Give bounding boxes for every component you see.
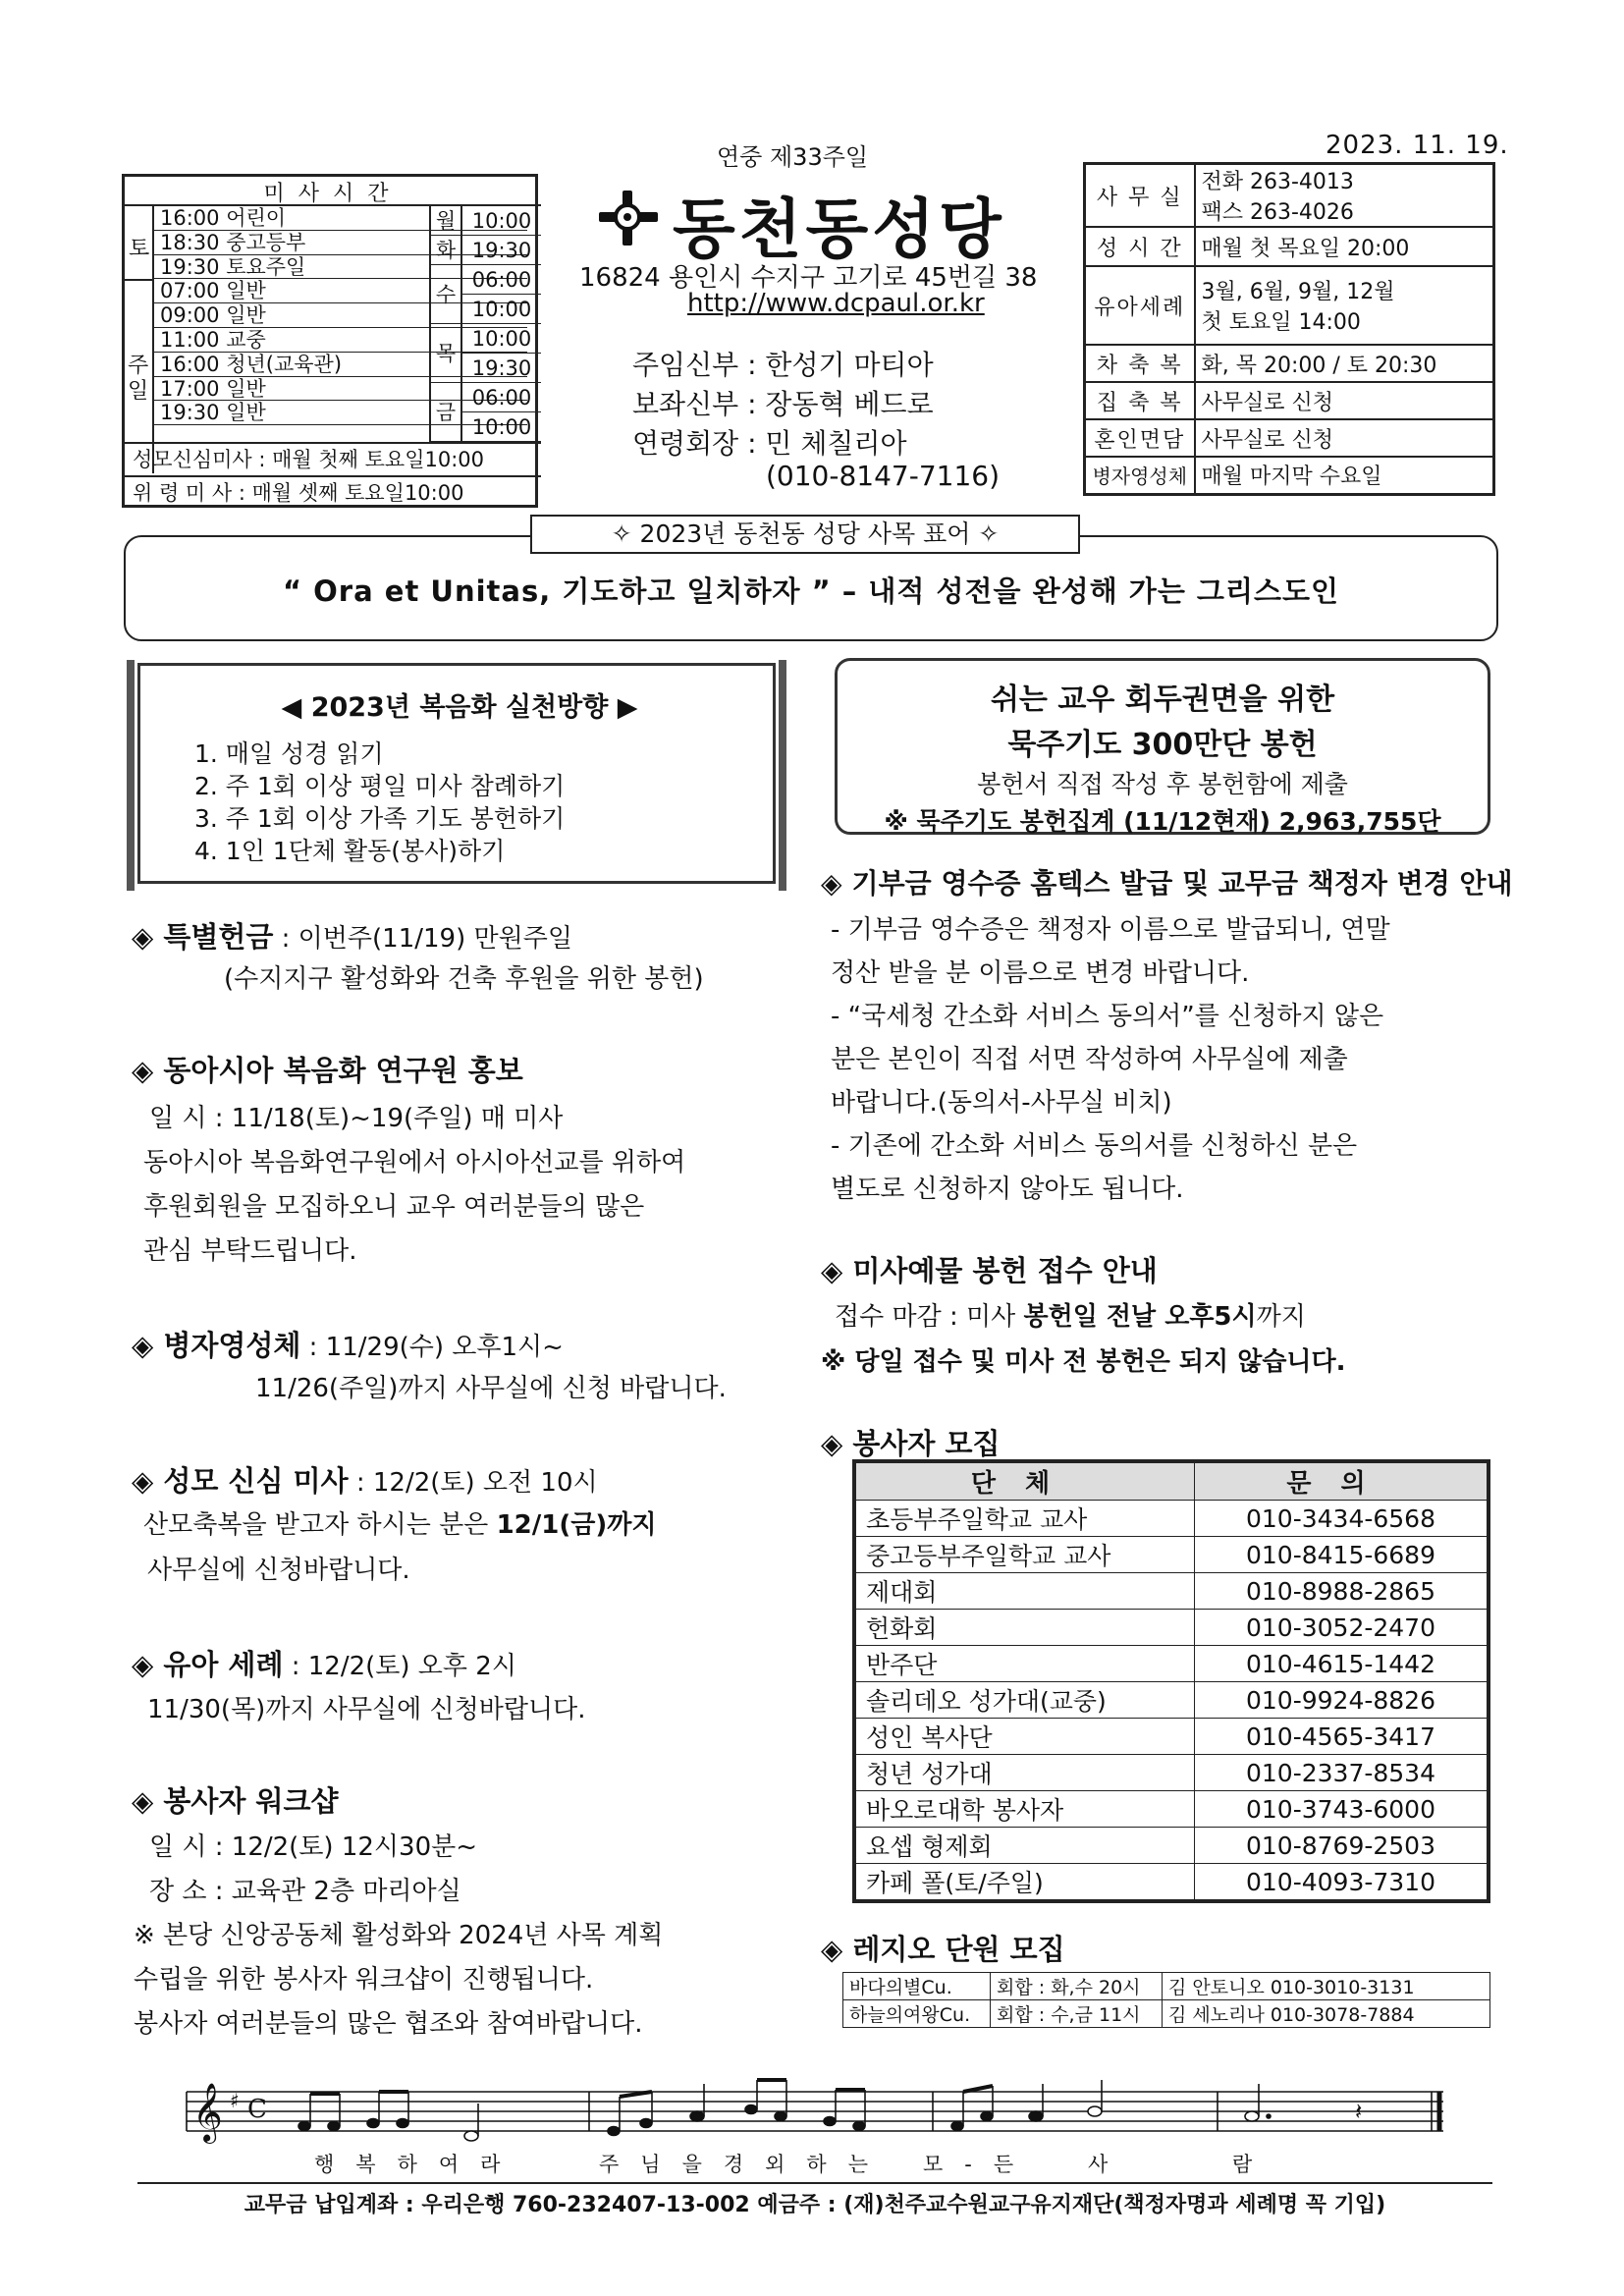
legio-section-title: [821, 1928, 1065, 1968]
office-value: 3월, 6월, 9월, 12월: [1201, 280, 1395, 304]
pastor: 주임신부 : 한성기 마티아: [632, 349, 934, 381]
section-text: - “국세청 간소화 서비스 동의서”를 신청하지 않은: [831, 1002, 1384, 1031]
diamond-bullet-icon: ◈: [132, 1329, 154, 1362]
workshop-section-title: [132, 1779, 339, 1820]
weekend-mass-time: 11:00 교중: [154, 328, 527, 353]
diamond-bullet-icon: ◈: [821, 867, 842, 900]
weekday-mass-time: 10:00: [462, 412, 541, 442]
table-row: [843, 2000, 1490, 2028]
table-row: [856, 1501, 1488, 1537]
section-text: : 11/29(수) 오후1시~: [300, 1333, 564, 1362]
diamond-bullet-icon: ◈: [821, 1254, 843, 1287]
weekend-mass-time: 17:00 일반: [154, 377, 527, 402]
section-text: - 기존에 간소화 서비스 동의서를 신청하신 분은: [831, 1131, 1358, 1161]
section-text: 수립을 위한 봉사자 워크샵이 진행됩니다.: [134, 1965, 594, 1995]
marian-mass-section: [132, 1459, 598, 1500]
evangelization-item: 3. 주 1회 이상 가족 기도 봉헌하기: [194, 804, 566, 833]
lyric-part: 람: [1232, 2153, 1274, 2176]
weekday-mass-time: 10:00: [462, 206, 541, 236]
requiem-mass-note: 위 령 미 사 : 매월 셋째 토요일10:00: [125, 475, 541, 509]
evangelization-item: 1. 매일 성경 읽기: [194, 739, 384, 768]
office-key: 사 무 실: [1085, 164, 1195, 228]
section-text: 동아시아 복음화연구원에서 아시아선교를 위하여: [143, 1148, 686, 1177]
section-title: 미사예물 봉헌 접수 안내: [852, 1254, 1158, 1287]
rosary-line: 쉬는 교우 회두권면을 위한: [990, 683, 1335, 717]
volunteer-group: 제대회: [856, 1573, 1195, 1610]
bulletin-date: 2023. 11. 19.: [1326, 131, 1509, 160]
mass-schedule: [122, 174, 538, 508]
svg-text:𝄽: 𝄽: [1355, 2098, 1363, 2125]
weekday-label: 화: [429, 236, 462, 265]
rosary-count: ※ 묵주기도 봉헌집계 (11/12현재) 2,963,755단: [884, 807, 1441, 836]
church-address: 16824 용인시 수지구 고기로 45번길 38: [579, 263, 1038, 293]
diamond-bullet-icon: ◈: [821, 1933, 843, 1966]
evangelization-item: 4. 1인 1단체 활동(봉사)하기: [194, 837, 506, 865]
weekend-mass-time: 16:00 청년(교육관): [154, 353, 527, 377]
office-value: 화, 목 20:00 / 토 20:30: [1195, 345, 1494, 382]
table-row: [856, 1610, 1488, 1646]
volunteer-group: 성인 복사단: [856, 1719, 1195, 1755]
weekend-mass-time: 07:00 일반: [154, 279, 527, 303]
volunteer-group: 카페 폴(토/주일): [856, 1864, 1195, 1900]
section-text: : 12/2(토) 오후 2시: [283, 1652, 516, 1681]
diamond-bullet-icon: ◈: [132, 1054, 154, 1087]
section-text: ※ 본당 신앙공동체 활성화와 2024년 사목 계획: [134, 1921, 664, 1950]
section-text: : 12/2(토) 오전 10시: [348, 1468, 598, 1498]
svg-text:C: C: [247, 2095, 267, 2124]
section-title: 기부금 영수증 홈텍스 발급 및 교무금 책정자 변경 안내: [851, 867, 1513, 900]
weekend-mass-time: 19:30 일반: [154, 401, 527, 425]
section-text: 분은 본인이 직접 서면 작성하여 사무실에 제출: [831, 1045, 1348, 1074]
volunteer-group: 요셉 형제회: [856, 1828, 1195, 1864]
diamond-bullet-icon: ◈: [132, 920, 154, 954]
legio-name: 하늘의여왕Cu.: [843, 2000, 991, 2028]
office-key: 성 시 간: [1085, 227, 1195, 266]
table-row: [856, 1864, 1488, 1900]
church-logo-icon: [589, 187, 668, 249]
office-phone: 전화 263-4013: [1201, 170, 1354, 194]
footer-divider: [137, 2182, 1492, 2184]
diamond-bullet-icon: ◈: [132, 1784, 154, 1818]
volunteer-contact: 010-4565-3417: [1195, 1719, 1488, 1755]
weekday-label: 목: [429, 324, 462, 383]
marian-mass-note: 성모신심미사 : 매월 첫째 토요일10:00: [125, 442, 541, 475]
volunteer-col-contact: 문의: [1195, 1463, 1488, 1501]
volunteer-contact: 010-3434-6568: [1195, 1501, 1488, 1537]
office-value: 첫 토요일 14:00: [1201, 310, 1361, 335]
volunteer-contact: 010-8988-2865: [1195, 1573, 1488, 1610]
section-text: 후원회원을 모집하오니 교우 여러분들의 많은: [143, 1192, 645, 1222]
section-text: 바랍니다.(동의서-사무실 비치): [831, 1088, 1172, 1118]
section-text: (수지지구 활성화와 건축 후원을 위한 봉헌): [224, 964, 704, 994]
diamond-bullet-icon: ◈: [132, 1648, 154, 1681]
section-title: 병자영성체: [163, 1329, 301, 1362]
office-key: 유아세례: [1085, 266, 1195, 345]
tithe-account-info: 교무금 납입계좌 : 우리은행 760-232407-13-002 예금주 : (재)천주교수원교구유지재단(책정자명과 세례명 꼭 기입): [244, 2193, 1386, 2217]
east-asia-section-title: [132, 1049, 523, 1089]
table-row: [856, 1719, 1488, 1755]
svg-text:♯: ♯: [230, 2089, 240, 2112]
volunteer-contact: 010-8415-6689: [1195, 1537, 1488, 1573]
rosary-campaign-box: [835, 658, 1490, 835]
section-title: 레지오 단원 모집: [852, 1933, 1065, 1966]
weekend-day-column: [125, 206, 154, 473]
table-row: [856, 1828, 1488, 1864]
church-website-link[interactable]: http://www.dcpaul.or.kr: [687, 289, 985, 318]
office-value: 사무실로 신청: [1195, 419, 1494, 457]
saturday-label: 토: [129, 237, 150, 261]
section-text: 사무실에 신청바랍니다.: [147, 1556, 410, 1585]
weekday-mass-time: 19:30: [462, 354, 541, 383]
legio-time: 회합 : 수,금 11시: [991, 2000, 1163, 2028]
table-row: [856, 1573, 1488, 1610]
office-key: 병자영성체: [1085, 457, 1195, 494]
office-info-table: [1083, 162, 1495, 496]
sick-communion-section: [132, 1324, 564, 1364]
office-value: 사무실로 신청: [1195, 382, 1494, 419]
weekday-label: 금: [429, 383, 462, 442]
weekend-mass-time: 19:30 토요주일: [154, 255, 527, 280]
office-value: 매월 마지막 수요일: [1195, 457, 1494, 494]
weekend-mass-time: 18:30 중고등부: [154, 231, 527, 255]
week-label: 연중 제33주일: [717, 143, 869, 171]
volunteer-contact: 010-4615-1442: [1195, 1646, 1488, 1682]
section-text: 관심 부탁드립니다.: [143, 1236, 357, 1266]
weekday-mass-time: 10:00: [462, 295, 541, 324]
volunteer-contact: 010-4093-7310: [1195, 1864, 1488, 1900]
lyric-part: 주님을경외하는: [599, 2153, 891, 2176]
table-row: [856, 1537, 1488, 1573]
volunteer-contact: 010-3052-2470: [1195, 1610, 1488, 1646]
weekend-mass-time: 16:00 어린이: [154, 206, 527, 231]
diamond-bullet-icon: ◈: [132, 1464, 154, 1498]
section-title: 성모 신심 미사: [163, 1464, 349, 1498]
legio-name: 바다의별Cu.: [843, 1973, 991, 2000]
volunteer-group: 헌화회: [856, 1610, 1195, 1646]
section-text: : 이번주(11/19) 만원주일: [273, 924, 572, 954]
volunteer-contact: 010-8769-2503: [1195, 1828, 1488, 1864]
section-title: 봉사자 워크샵: [163, 1784, 339, 1818]
section-text: 일 시 : 11/18(토)~19(주일) 매 미사: [149, 1104, 564, 1133]
weekday-mass-time: 10:00: [462, 324, 541, 354]
office-fax: 팩스 263-4026: [1201, 200, 1354, 225]
rosary-line: 봉헌서 직접 작성 후 봉헌함에 제출: [977, 770, 1348, 798]
sunday-label: 주일: [128, 354, 149, 404]
table-row: [856, 1646, 1488, 1682]
evangelization-item: 2. 주 1회 이상 평일 미사 참례하기: [194, 772, 566, 800]
rosary-line: 묵주기도 300만단 봉헌: [1007, 728, 1318, 762]
weekday-mass-time: 06:00: [462, 383, 541, 412]
weekday-mass-time: 19:30: [462, 236, 541, 265]
office-key: 혼인면담: [1085, 419, 1195, 457]
section-text: 장 소 : 교육관 2층 마리아실: [149, 1877, 461, 1906]
table-row: [843, 1973, 1490, 2000]
evangelization-title: ◀ 2023년 복음화 실천방향 ▶: [281, 692, 638, 723]
volunteer-group: 바오로대학 봉사자: [856, 1791, 1195, 1828]
weekday-label: 수: [429, 265, 462, 324]
svg-text:𝄞: 𝄞: [192, 2083, 223, 2142]
section-text: 11/30(목)까지 사무실에 신청바랍니다.: [147, 1695, 586, 1724]
volunteer-contact: 010-2337-8534: [1195, 1755, 1488, 1791]
assistant-priest: 보좌신부 : 장동혁 베드로: [632, 388, 934, 420]
volunteer-table: [852, 1459, 1490, 1903]
weekday-mass-time: 06:00: [462, 265, 541, 295]
evangelization-box: [137, 663, 776, 884]
legio-time: 회합 : 화,수 20시: [991, 1973, 1163, 2000]
legio-contact: 김 안토니오 010-3010-3131: [1163, 1973, 1490, 2000]
section-title: 동아시아 복음화 연구원 홍보: [163, 1054, 523, 1087]
church-name: 동천동성당: [673, 191, 1005, 267]
mass-schedule-title: 미사시간: [125, 177, 541, 206]
volunteer-group: 솔리데오 성가대(교중): [856, 1682, 1195, 1719]
section-text: 11/26(주일)까지 사무실에 신청 바랍니다.: [255, 1374, 727, 1403]
volunteer-contact: 010-3743-6000: [1195, 1791, 1488, 1828]
section-text: 봉사자 여러분들의 많은 협조와 참여바랍니다.: [134, 2009, 643, 2039]
table-row: [856, 1791, 1488, 1828]
volunteer-group: 반주단: [856, 1646, 1195, 1682]
lyric-part: 행복하여라: [314, 2153, 522, 2176]
church-info: [550, 167, 1080, 501]
section-title: 특별헌금: [163, 920, 274, 954]
lyric-part: 모-든: [923, 2153, 1036, 2176]
weekday-label: 월: [429, 206, 462, 236]
funeral-committee-head: 연령회장 : 민 체칠리아: [632, 427, 907, 460]
section-text: 산모축복을 받고자 하시는 분은 12/1(금)까지: [143, 1510, 657, 1540]
diamond-bullet-icon: ◈: [821, 1427, 843, 1460]
section-text: - 기부금 영수증은 책정자 이름으로 발급되니, 연말: [831, 915, 1390, 945]
table-row: [856, 1682, 1488, 1719]
legio-table: [842, 1972, 1490, 2028]
office-value: 매월 첫 목요일 20:00: [1195, 227, 1494, 266]
section-title: 유아 세례: [163, 1648, 284, 1681]
motto-heading: ✧ 2023년 동천동 성당 사목 표어 ✧: [530, 515, 1080, 554]
funeral-committee-phone: (010-8147-7116): [766, 460, 1001, 492]
volunteer-group: 초등부주일학교 교사: [856, 1501, 1195, 1537]
section-text: ※ 당일 접수 및 미사 전 봉헌은 되지 않습니다.: [821, 1347, 1346, 1377]
volunteer-group: 중고등부주일학교 교사: [856, 1537, 1195, 1573]
section-title: 봉사자 모집: [852, 1427, 1001, 1460]
volunteer-col-group: 단체: [856, 1463, 1195, 1501]
motto-text: “ Ora et Unitas, 기도하고 일치하자 ” – 내적 성전을 완성해 가는 그리스도인: [283, 574, 1339, 608]
table-row: [856, 1755, 1488, 1791]
weekend-mass-time: 09:00 일반: [154, 303, 527, 328]
office-key: 집 축 복: [1085, 382, 1195, 419]
section-text: 접수 마감 : 미사 봉헌일 전날 오후5시까지: [835, 1302, 1306, 1332]
office-key: 차 축 복: [1085, 345, 1195, 382]
volunteer-group: 청년 성가대: [856, 1755, 1195, 1791]
lyric-part: 사: [1088, 2153, 1130, 2176]
section-text: 일 시 : 12/2(토) 12시30분~: [149, 1832, 478, 1862]
special-offering-section: [132, 915, 572, 956]
legio-contact: 김 세노리나 010-3078-7884: [1163, 2000, 1490, 2028]
section-text: 별도로 신청하지 않아도 됩니다.: [831, 1175, 1184, 1204]
donation-receipt-section-title: [821, 862, 1513, 902]
section-text: 정산 받을 분 이름으로 변경 바랍니다.: [831, 958, 1250, 988]
volunteer-contact: 010-9924-8826: [1195, 1682, 1488, 1719]
infant-baptism-section: [132, 1643, 516, 1683]
mass-offering-section-title: [821, 1249, 1158, 1289]
volunteer-recruit-section-title: [821, 1422, 1000, 1462]
